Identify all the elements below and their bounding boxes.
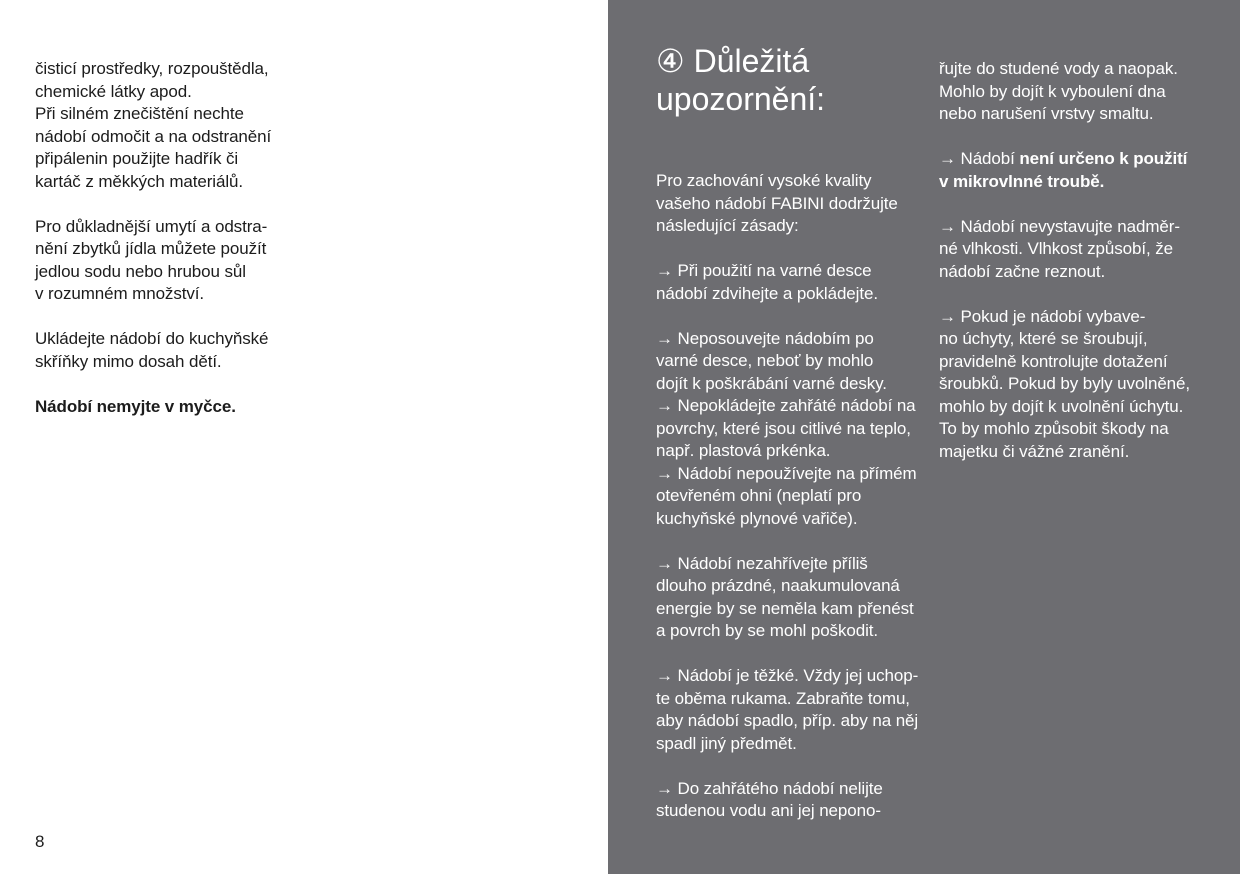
text-line: skříňky mimo dosah dětí. [35,351,222,371]
left-paragraph-storage [35,328,305,373]
intro-paragraph [656,170,926,238]
left-paragraph-chemicals [35,58,305,193]
text-line: majetku či vážné zranění. [939,441,1130,461]
warning-item [656,778,926,823]
text-line: kuchyňské plynové vařiče). [656,508,858,528]
text-line: To by mohlo způsobit škody na [939,419,1169,438]
text-line: no úchyty, které se šroubují, [939,329,1148,348]
text-line: → Do zahřátého nádobí nelijte [656,778,883,798]
text-line: Ukládejte nádobí do kuchyňské [35,329,269,348]
text-line: kartáč z měkkých materiálů. [35,171,243,191]
text-line: varné desce, neboť by mohlo [656,351,874,370]
text-line: povrchy, které jsou citlivé na teplo, [656,418,911,438]
warning-item [656,665,926,755]
text-line: vašeho nádobí FABINI dodržujte [656,193,898,213]
dishwasher-warning: Nádobí nemyjte v myčce. [35,396,236,416]
text-line: v rozumném množství. [35,284,204,303]
title-line: ④ Důležitá [656,43,810,79]
text-line: nádobí začne reznout. [939,261,1106,281]
text-line: otevřeném ohni (neplatí pro [656,486,862,505]
text-line: né vlhkosti. Vlhkost způsobí, že [939,239,1173,258]
text-line: → Nádobí nezahřívejte příliš [656,553,868,573]
warning-item-continuation [939,58,1219,126]
text-line: jedlou sodu nebo hrubou sůl [35,261,246,281]
text-line: → Nepokládejte zahřáté nádobí na [656,396,916,415]
warning-item [656,260,926,305]
text-line: nádobí zdvihejte a pokládejte. [656,283,878,303]
left-text-column [35,58,305,418]
text-line: nění zbytků jídla můžete použít [35,239,267,258]
text-line: energie by se neměla kam přenést [656,598,914,618]
left-paragraph-dishwasher [35,396,305,419]
text-line: spadl jiný předmět. [656,733,797,753]
text-line: dlouho prázdné, naakumulovaná [656,576,900,595]
microwave-warning: není určeno k použití [1019,149,1188,168]
text-line: Pro důkladnější umytí a odstra- [35,216,268,236]
text-line: → Nádobí je těžké. Vždy jej uchop- [656,666,919,685]
section-title [656,42,825,118]
warnings-column-1 [656,170,926,823]
text-fragment: → Nádobí [939,149,1020,168]
text-line: a povrch by se mohl poškodit. [656,621,878,640]
warning-item [939,216,1219,284]
text-line: → Nádobí nevystavujte nadměr- [939,216,1180,236]
title-line: upozornění: [656,81,826,117]
warning-item [656,553,926,643]
text-line: → Pokud je nádobí vybave- [939,306,1146,326]
warning-item [939,306,1219,464]
text-line: mohlo by dojít k uvolnění úchytu. [939,396,1184,416]
text-line [939,148,1219,171]
text-line: te oběma rukama. Zabraňte tomu, [656,688,910,708]
text-line: čisticí prostředky, rozpouštědla, [35,59,269,78]
text-line: šroubků. Pokud by byly uvolněné, [939,374,1191,393]
warnings-column-2 [939,58,1219,463]
left-paragraph-soda [35,216,305,306]
microwave-warning: v mikrovlnné troubě. [939,171,1105,191]
text-line: dojít k poškrábání varné desky. [656,373,887,393]
text-line: Při silném znečištění nechte [35,104,244,123]
text-line: nebo narušení vrstvy smaltu. [939,104,1154,123]
warning-item [656,328,926,531]
text-line: → Nádobí nepoužívejte na přímém [656,463,917,483]
text-line: → Při použití na varné desce [656,261,872,280]
page-number: 8 [35,832,45,851]
text-line: řujte do studené vody a naopak. [939,59,1178,78]
text-line: připálenin použijte hadřík či [35,149,239,168]
text-line: Pro zachování vysoké kvality [656,171,872,190]
left-page [0,0,608,874]
text-line: studenou vodu ani jej nepono- [656,801,881,820]
text-line: Mohlo by dojít k vyboulení dna [939,81,1166,101]
text-line: chemické látky apod. [35,81,192,101]
text-line: aby nádobí spadlo, příp. aby na něj [656,711,919,730]
warning-item [939,148,1219,193]
text-line: např. plastová prkénka. [656,441,831,460]
text-line: nádobí odmočit a na odstranění [35,126,272,146]
text-line: → Neposouvejte nádobím po [656,328,874,348]
text-line: následující zásady: [656,216,799,235]
text-line: pravidelně kontrolujte dotažení [939,351,1168,371]
